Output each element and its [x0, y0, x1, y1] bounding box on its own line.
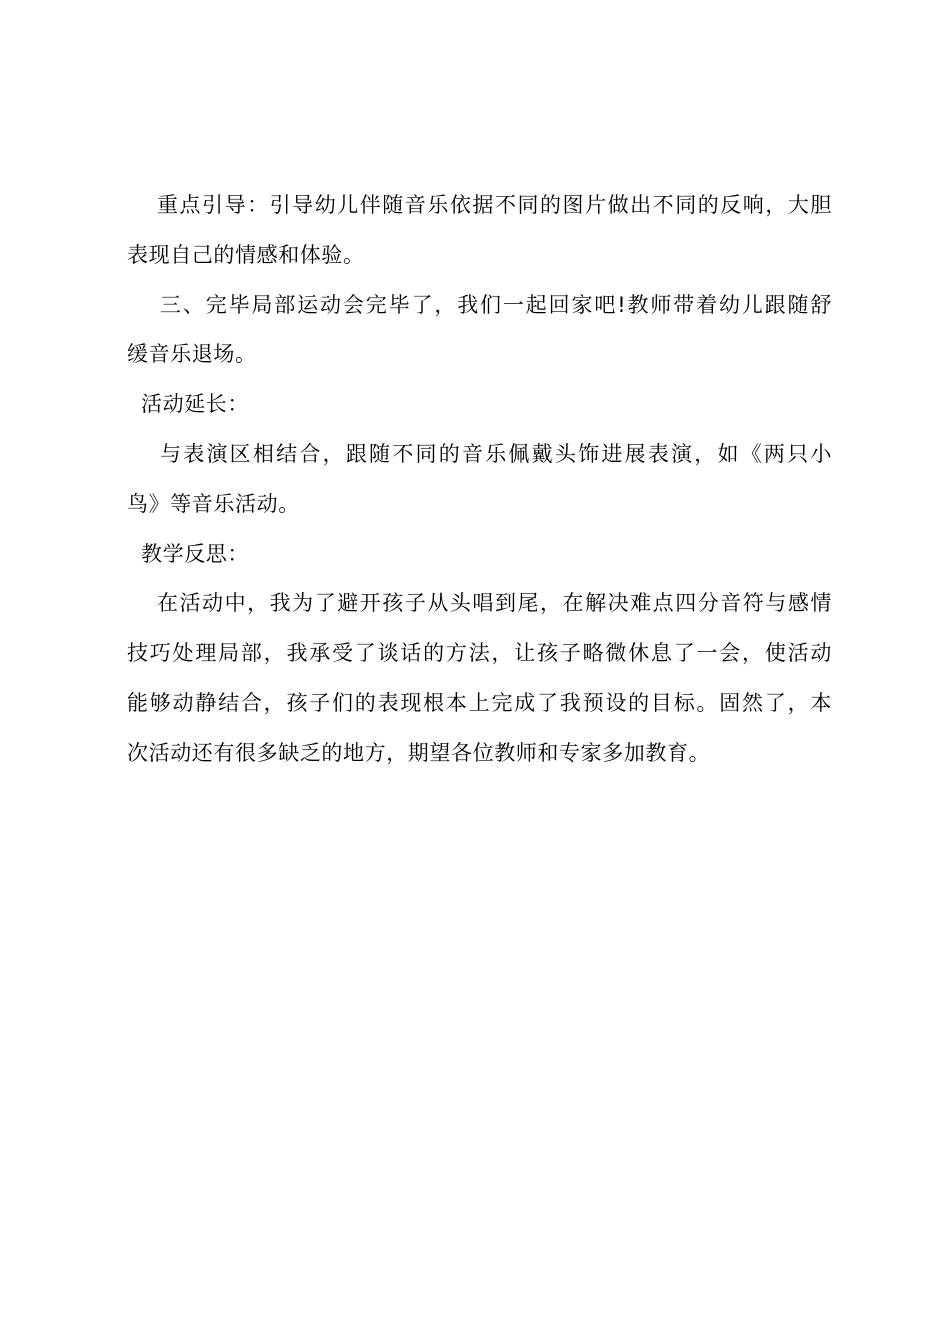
paragraph-reflection-line-3: 能够动静结合，孩子们的表现根本上完成了我预设的目标。固然了，本 [127, 691, 832, 715]
paragraph-step-three-line-1: 三、完毕局部运动会完毕了，我们一起回家吧!教师带着幼儿跟随舒 [160, 293, 832, 317]
paragraph-extension-line-2: 鸟》等音乐活动。 [127, 492, 300, 516]
heading-teaching-reflection: 教学反思： [141, 542, 249, 566]
paragraph-extension-line-1: 与表演区相结合，跟随不同的音乐佩戴头饰进展表演，如《两只小 [160, 442, 832, 466]
paragraph-step-three-line-2: 缓音乐退场。 [127, 342, 257, 366]
paragraph-key-guidance-line-2: 表现自己的情感和体验。 [127, 243, 365, 267]
heading-activity-extension: 活动延长： [141, 392, 249, 416]
paragraph-reflection-line-1: 在活动中，我为了避开孩子从头唱到尾，在解决难点四分音符与感情 [157, 591, 832, 615]
paragraph-key-guidance-line-1: 重点引导：引导幼儿伴随音乐依据不同的图片做出不同的反响，大胆 [157, 193, 832, 217]
paragraph-reflection-line-4: 次活动还有很多缺乏的地方，期望各位教师和专家多加教育。 [127, 741, 711, 765]
paragraph-reflection-line-2: 技巧处理局部，我承受了谈话的方法，让孩子略微休息了一会，使活动 [127, 641, 832, 665]
